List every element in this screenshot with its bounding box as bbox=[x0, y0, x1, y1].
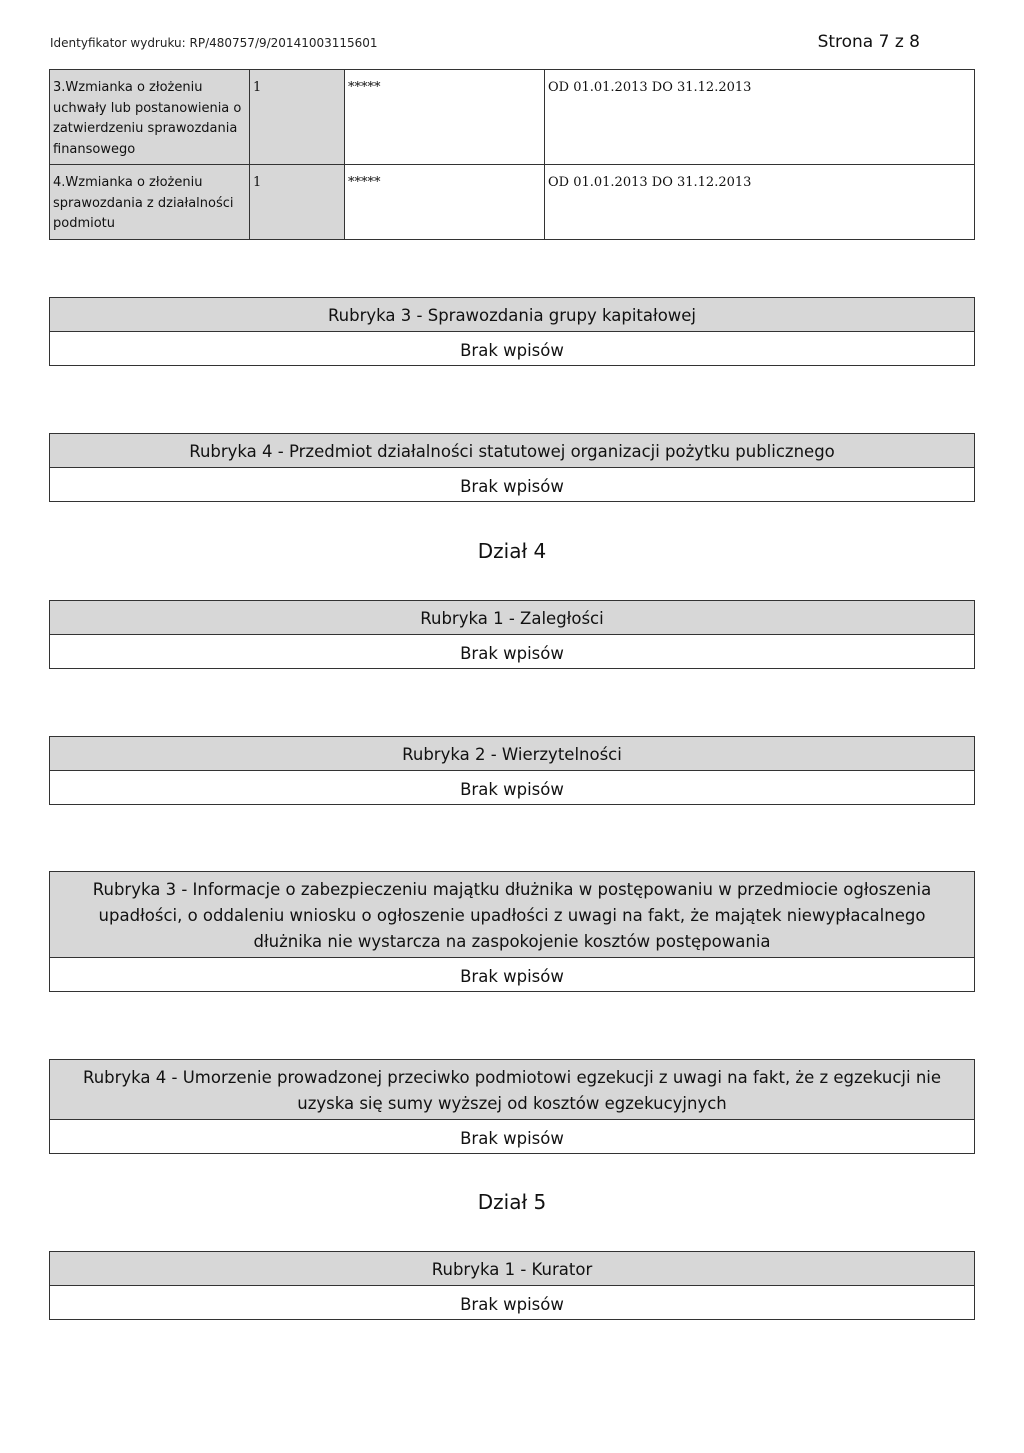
dzial-4-heading: Dział 4 bbox=[477, 539, 547, 563]
section-title: Rubryka 1 - Kurator bbox=[50, 1252, 974, 1286]
row-label: 3.Wzmianka o złożeniu uchwały lub postanowienia o zatwierdzeniu sprawozdania finansowego bbox=[50, 70, 250, 165]
table-row bbox=[50, 165, 975, 240]
section-title: Rubryka 4 - Umorzenie prowadzonej przeciwko podmiotowi egzekucji z uwagi na fakt, że z egzekucji nie uzyska się sumy wyższej od kosztów egzekucyjnych bbox=[50, 1060, 974, 1120]
section-rubryka-3-zabezpieczenie bbox=[49, 871, 975, 992]
section-body: Brak wpisów bbox=[460, 1129, 564, 1148]
entries-table bbox=[49, 69, 975, 240]
print-identifier: Identyfikator wydruku: RP/480757/9/20141003115601 bbox=[50, 36, 378, 50]
section-rubryka-1-kurator bbox=[49, 1251, 975, 1320]
row-label: 4.Wzmianka o złożeniu sprawozdania z działalności podmiotu bbox=[50, 165, 250, 240]
section-body: Brak wpisów bbox=[460, 967, 564, 986]
row-number: 1 bbox=[250, 165, 345, 240]
section-rubryka-1-zaleglosci bbox=[49, 600, 975, 669]
section-body: Brak wpisów bbox=[460, 341, 564, 360]
section-body: Brak wpisów bbox=[460, 477, 564, 496]
section-body: Brak wpisów bbox=[460, 1295, 564, 1314]
section-rubryka-4-przedmiot bbox=[49, 433, 975, 502]
section-rubryka-3-sprawozdania bbox=[49, 297, 975, 366]
dzial-5-heading: Dział 5 bbox=[477, 1190, 547, 1214]
section-rubryka-4-umorzenie bbox=[49, 1059, 975, 1154]
section-title: Rubryka 1 - Zaległości bbox=[50, 601, 974, 635]
section-body: Brak wpisów bbox=[460, 780, 564, 799]
section-title: Rubryka 4 - Przedmiot działalności statutowej organizacji pożytku publicznego bbox=[50, 434, 974, 468]
section-rubryka-2-wierzytelnosci bbox=[49, 736, 975, 805]
section-body: Brak wpisów bbox=[460, 644, 564, 663]
table-row bbox=[50, 70, 975, 165]
section-title: Rubryka 2 - Wierzytelności bbox=[50, 737, 974, 771]
row-period: OD 01.01.2013 DO 31.12.2013 bbox=[545, 165, 975, 240]
section-title: Rubryka 3 - Informacje o zabezpieczeniu majątku dłużnika w postępowaniu w przedmiocie ogłoszenia upadłości, o oddaleniu wniosku o ogłoszenie upadłości z uwagi na fakt, że majątek niewypłacalnego dłużnika nie wystarcza na zaspokojenie kosztów postępowania bbox=[50, 872, 974, 958]
row-period: OD 01.01.2013 DO 31.12.2013 bbox=[545, 70, 975, 165]
page-number: Strona 7 z 8 bbox=[817, 32, 920, 52]
row-mask: ***** bbox=[345, 70, 545, 165]
section-title: Rubryka 3 - Sprawozdania grupy kapitałowej bbox=[50, 298, 974, 332]
row-number: 1 bbox=[250, 70, 345, 165]
row-mask: ***** bbox=[345, 165, 545, 240]
